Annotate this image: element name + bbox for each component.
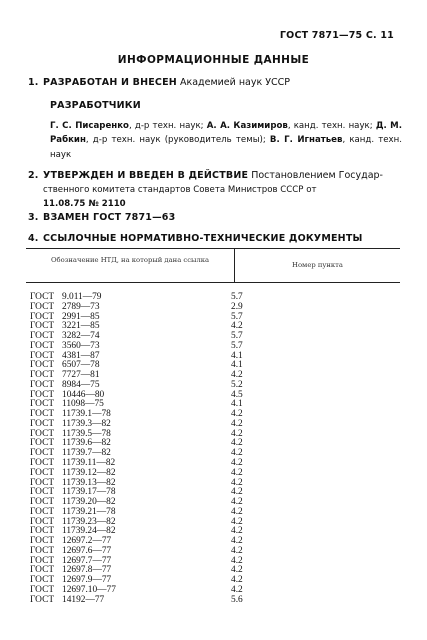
document-number: 2789—73 (62, 301, 100, 312)
section-heading: РАЗРАБОТАН И ВНЕСЕН (43, 77, 177, 88)
section-text: Постановлением Государ- (251, 170, 383, 181)
section-developed-by (28, 76, 400, 90)
document-number: 9.011—79 (62, 292, 102, 302)
clause-cell: 4.2 (231, 526, 243, 537)
section-number: 2. (28, 170, 39, 181)
document-number: 11739.23—82 (62, 516, 116, 527)
document-number: 12697.10—77 (62, 584, 116, 595)
document-number: 11739.3—82 (62, 418, 111, 429)
table-body (26, 293, 400, 606)
table-top-rule (26, 248, 400, 249)
clause-cell: 4.2 (231, 409, 243, 420)
clause-cell: 4.2 (231, 477, 243, 488)
clause-cell: 4.2 (231, 467, 243, 478)
document-prefix: ГОСТ (30, 360, 55, 371)
clause-cell: 4.2 (231, 458, 243, 469)
section-heading: ВЗАМЕН ГОСТ 7871—63 (43, 212, 176, 223)
clause-cell: 4.2 (231, 428, 243, 439)
document-prefix: ГОСТ (30, 555, 55, 566)
document-number: 11739.11—82 (62, 458, 116, 469)
document-prefix: ГОСТ (30, 467, 55, 478)
document-number: 7727—81 (62, 370, 100, 381)
document-prefix: ГОСТ (30, 389, 55, 400)
document-prefix: ГОСТ (30, 536, 55, 547)
developer-role: , д-р техн. наук; (128, 121, 207, 131)
document-prefix: ГОСТ (30, 516, 55, 527)
document-prefix: ГОСТ (30, 506, 55, 517)
section-replaces (28, 211, 400, 225)
section-heading: УТВЕРЖДЕН И ВВЕДЕН В ДЕЙСТВИЕ (43, 170, 249, 181)
document-number: 11739.20—82 (62, 497, 116, 508)
document-number: 11098—75 (62, 399, 104, 410)
clause-cell: 5.7 (231, 340, 243, 351)
document-prefix: ГОСТ (30, 438, 55, 449)
document-prefix: ГОСТ (30, 584, 55, 595)
column-header-clause: Номер пункта (292, 261, 343, 269)
document-prefix: ГОСТ (30, 311, 55, 322)
document-number: 6507—78 (62, 360, 100, 371)
document-prefix: ГОСТ (30, 350, 55, 361)
developer-name: Г. С. Писаренко (50, 121, 129, 131)
developer-role: , канд. техн. наук (50, 135, 402, 160)
document-prefix: ГОСТ (30, 379, 55, 390)
running-head: ГОСТ 7871—75 С. 11 (279, 30, 394, 41)
document-prefix: ГОСТ (30, 526, 55, 537)
document-prefix: ГОСТ (30, 428, 55, 439)
document-number: 11739.21—78 (62, 506, 116, 517)
document-prefix: ГОСТ (30, 594, 55, 605)
clause-cell: 4.2 (231, 448, 243, 459)
document-number: 12697.2—77 (62, 536, 112, 547)
document-number: 11739.7—82 (62, 448, 111, 459)
document-number: 3560—73 (62, 340, 100, 351)
document-number: 12697.6—77 (62, 545, 112, 556)
clause-cell: 5.7 (231, 311, 243, 322)
column-header-document: Обозначение НТД, на который дана ссылка (50, 256, 210, 264)
document-number: 12697.9—77 (62, 575, 112, 586)
document-number: 10446—80 (62, 389, 105, 400)
document-number: 3282—74 (62, 331, 100, 342)
section-text-continued: ственного комитета стандартов Совета Министров СССР от (43, 185, 317, 195)
developer-name: В. Г. Игнатьев (269, 135, 343, 146)
clause-cell: 4.2 (231, 418, 243, 429)
document-prefix: ГОСТ (30, 458, 55, 469)
document-number: 11739.13—82 (62, 477, 116, 488)
document-prefix: ГОСТ (30, 575, 55, 586)
clause-cell: 4.5 (231, 389, 243, 400)
document-number: 11739.1—78 (62, 409, 111, 420)
section-heading: ССЫЛОЧНЫЕ НОРМАТИВНО-ТЕХНИЧЕСКИЕ ДОКУМЕНТЫ (43, 233, 363, 244)
document-number: 11739.5—78 (62, 428, 111, 439)
document-number: 14192—77 (62, 594, 105, 605)
clause-cell: 5.6 (231, 594, 243, 605)
document-number: 11739.6—82 (62, 438, 111, 449)
section-number: 3. (28, 212, 39, 223)
clause-cell: 5.2 (231, 379, 243, 390)
decree-number: 11.08.75 № 2110 (43, 199, 126, 209)
document-prefix: ГОСТ (30, 301, 55, 312)
clause-cell: 4.2 (231, 487, 243, 498)
clause-cell: 4.2 (231, 516, 243, 527)
document-number: 8984—75 (62, 379, 100, 390)
document-prefix: ГОСТ (30, 418, 55, 429)
table-row (26, 596, 400, 606)
clause-cell: 4.2 (231, 497, 243, 508)
developer-name: А. А. Казимиров (206, 121, 288, 131)
clause-cell: 4.2 (231, 555, 243, 566)
document-prefix: ГОСТ (30, 340, 55, 351)
clause-cell: 4.2 (231, 536, 243, 547)
document-number: 4381—87 (62, 350, 100, 361)
section-references (28, 232, 400, 246)
developer-name: Д. М. Рабкин (50, 121, 402, 146)
document-prefix: ГОСТ (30, 331, 55, 342)
document-number: 11739.24—82 (62, 526, 116, 537)
section-text: Академией наук УССР (179, 77, 291, 88)
document-prefix: ГОСТ (30, 370, 55, 381)
document-number: 2991—85 (62, 311, 100, 322)
document-prefix: ГОСТ (30, 487, 55, 498)
document-prefix: ГОСТ (30, 565, 55, 576)
developer-role: , канд. техн. наук; (287, 121, 376, 131)
page-title: ИНФОРМАЦИОННЫЕ ДАННЫЕ (117, 54, 310, 66)
clause-cell: 4.2 (231, 565, 243, 576)
clause-cell: 4.1 (231, 360, 243, 371)
developer-role: , д-р техн. наук (руководитель темы); (85, 135, 270, 146)
section-approved (28, 169, 400, 211)
clause-cell: 4.2 (231, 370, 243, 381)
section-text-date (28, 197, 400, 211)
clause-cell: 4.2 (231, 545, 243, 556)
clause-cell: 4.1 (231, 350, 243, 361)
document-prefix: ГОСТ (30, 477, 55, 488)
document-number: 12697.7—77 (62, 555, 112, 566)
developers-list (50, 119, 402, 162)
clause-cell: 5.7 (231, 331, 243, 342)
clause-cell: 2.9 (231, 301, 243, 312)
document-prefix: ГОСТ (30, 497, 55, 508)
document-prefix: ГОСТ (30, 399, 55, 410)
clause-cell: 4.1 (231, 399, 243, 410)
clause-cell: 4.2 (231, 506, 243, 517)
document-number: 3221—85 (62, 321, 100, 332)
clause-cell: 4.2 (231, 438, 243, 449)
document-cell (30, 596, 104, 606)
document-number: 11739.12—82 (62, 467, 116, 478)
section-number: 1. (28, 77, 39, 88)
developers-heading: РАЗРАБОТЧИКИ (50, 100, 141, 111)
document-prefix: ГОСТ (30, 448, 55, 459)
document-number: 11739.17—78 (62, 487, 116, 498)
table-header-rule (26, 282, 400, 283)
document-number: 12697.8—77 (62, 565, 112, 576)
clause-cell: 4.2 (231, 584, 243, 595)
clause-cell: 4.2 (231, 321, 243, 332)
document-prefix: ГОСТ (30, 409, 55, 420)
document-prefix: ГОСТ (30, 545, 55, 556)
clause-cell: 4.2 (231, 575, 243, 586)
document-prefix: ГОСТ (30, 292, 55, 302)
clause-cell: 5.7 (231, 292, 243, 302)
document-prefix: ГОСТ (30, 321, 55, 332)
section-number: 4. (28, 233, 39, 244)
